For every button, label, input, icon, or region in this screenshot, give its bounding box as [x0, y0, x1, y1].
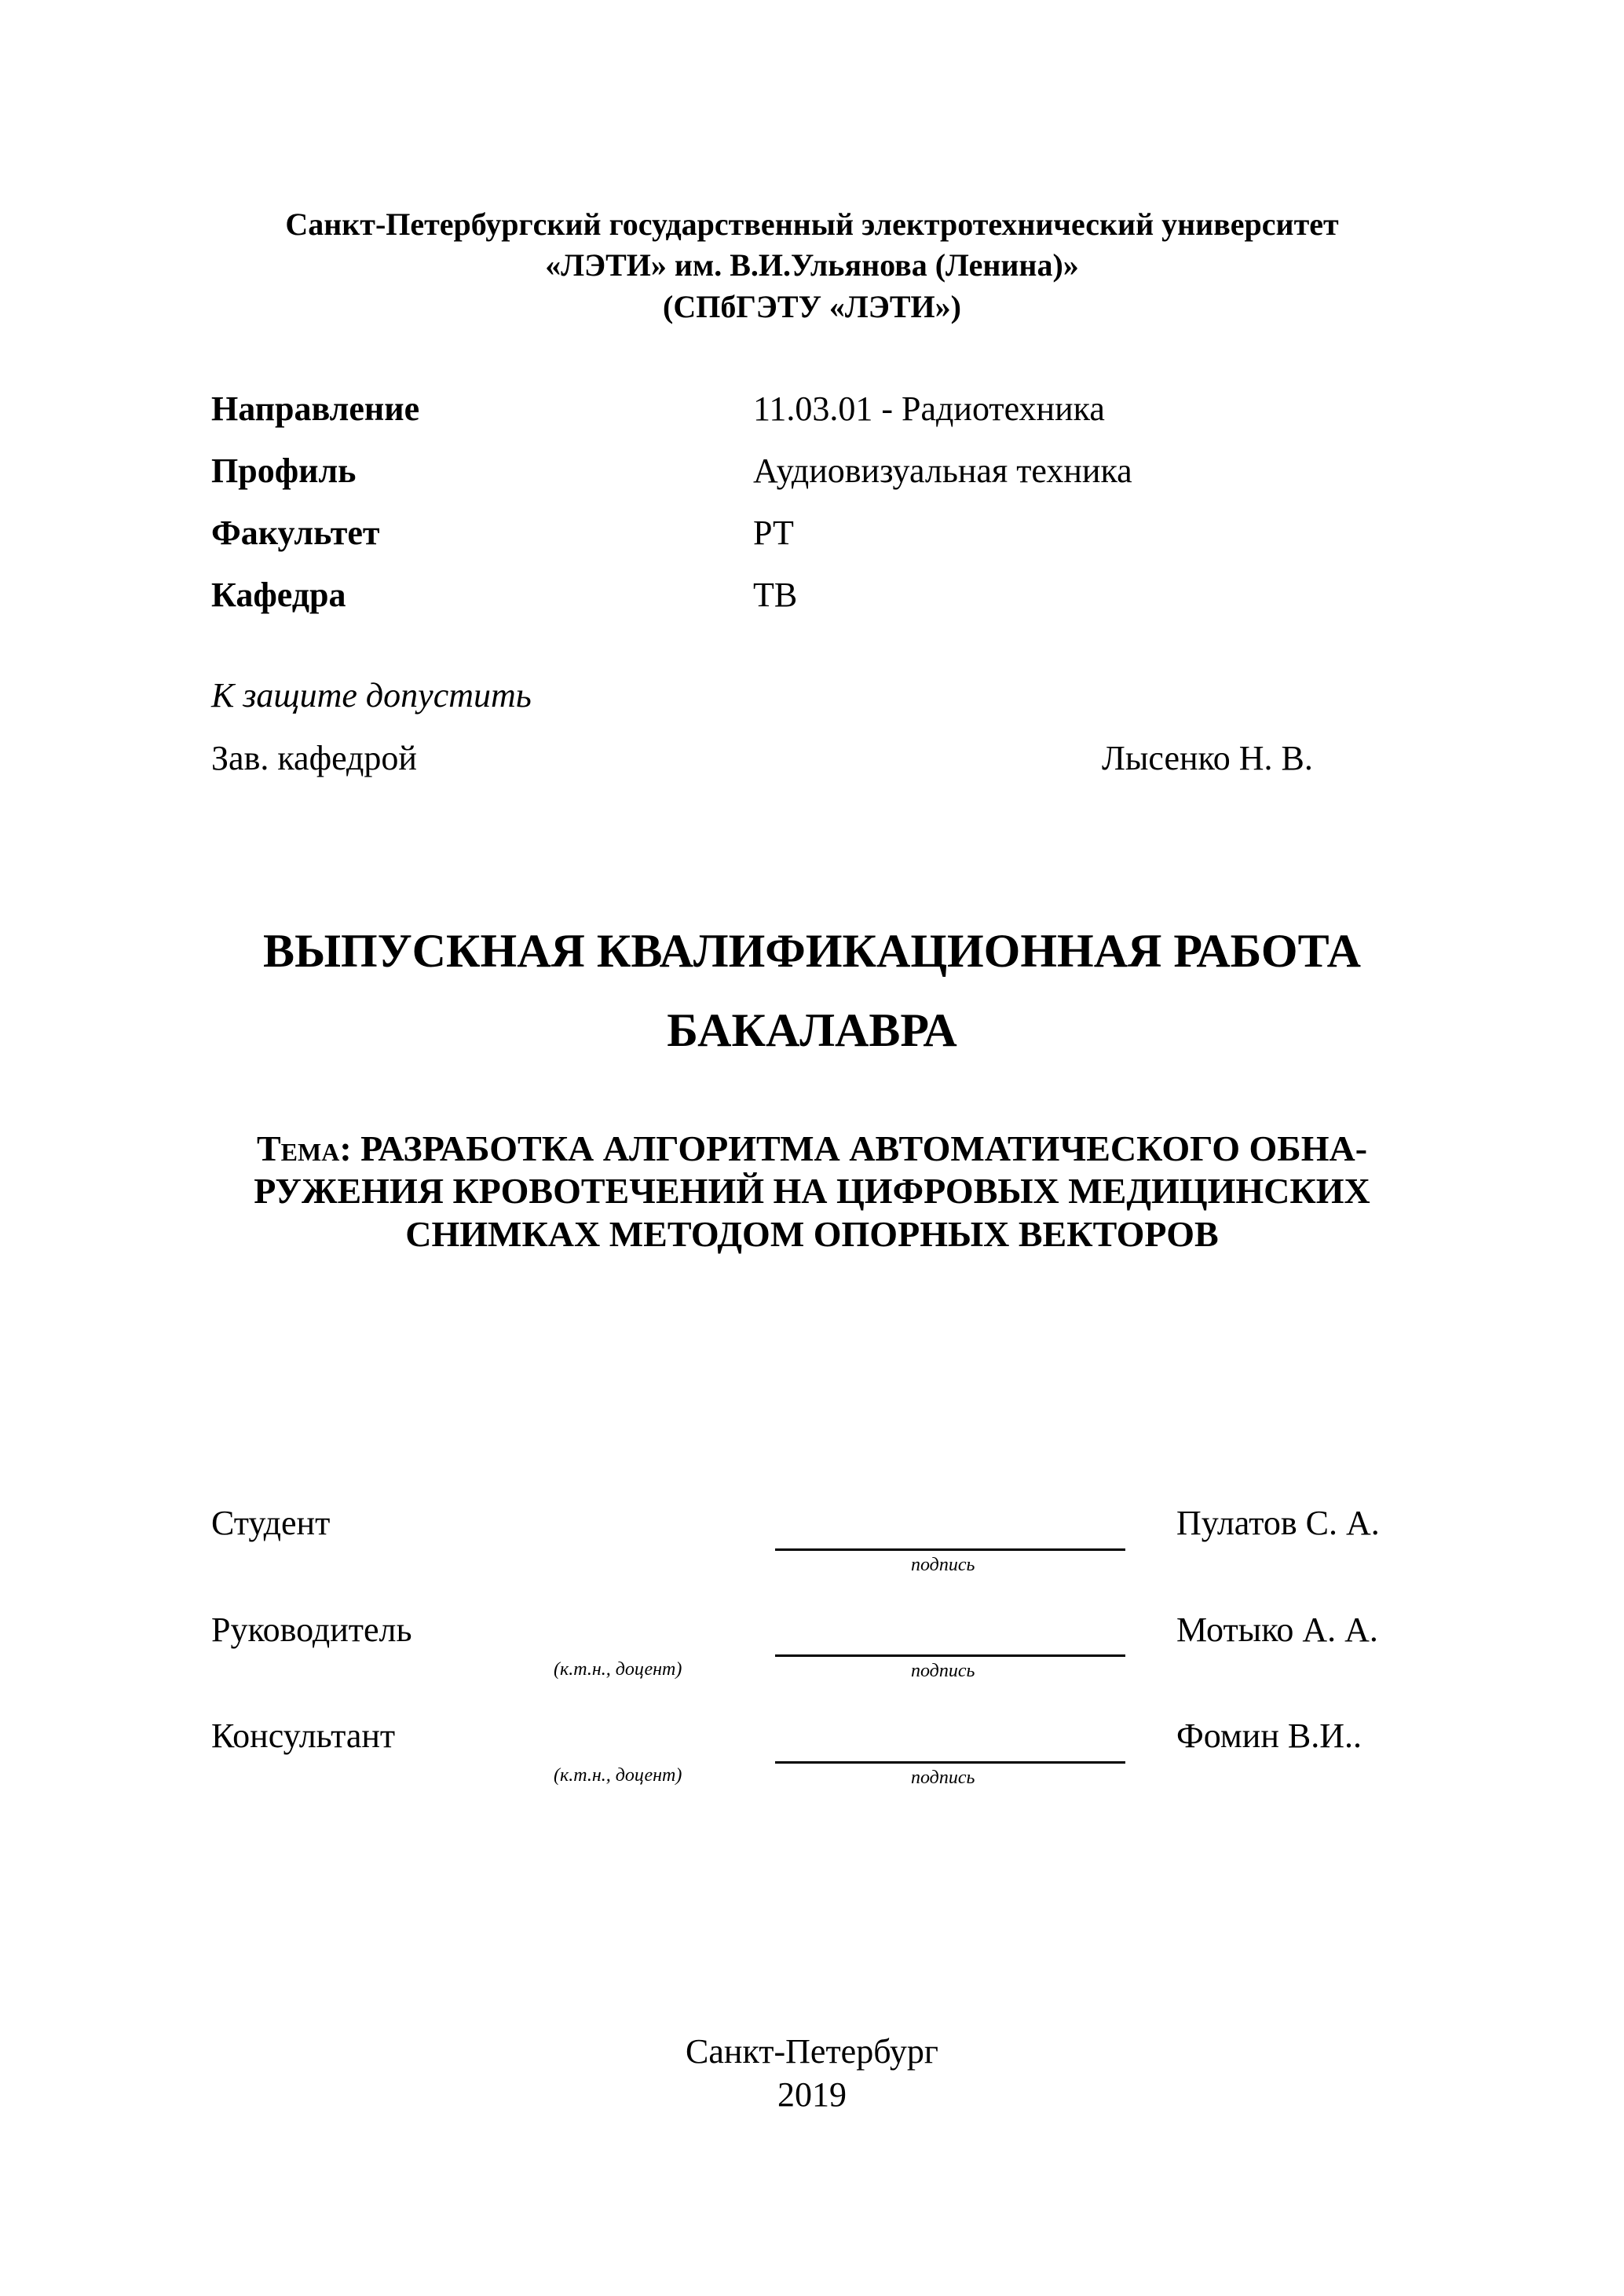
signature-line [775, 1654, 1125, 1657]
signature-line [775, 1548, 1125, 1551]
field-label-profile: Профиль [211, 452, 357, 490]
field-value-direction: 11.03.01 - Радиотехника [753, 389, 1105, 428]
signature-name-supervisor: Мотыко А. А. [1176, 1610, 1378, 1649]
signature-role-student: Студент [211, 1504, 331, 1542]
theme-line2: РУЖЕНИЯ КРОВОТЕЧЕНИЙ НА ЦИФРОВЫХ МЕДИЦИНСКИХ [254, 1171, 1370, 1211]
field-label-faculty: Факультет [211, 514, 380, 552]
theme-line3: СНИМКАХ МЕТОДОМ ОПОРНЫХ ВЕКТОРОВ [405, 1214, 1219, 1254]
admission-name: Лысенко Н. В. [1102, 739, 1313, 777]
signature-line [775, 1761, 1125, 1764]
footer-year: 2019 [777, 2075, 847, 2114]
signature-role-supervisor: Руководитель [211, 1610, 412, 1649]
university-name-line2: «ЛЭТИ» им. В.И.Ульянова (Ленина)» [545, 247, 1079, 283]
field-label-department: Кафедра [211, 576, 346, 614]
document-title: ВЫПУСКНАЯ КВАЛИФИКАЦИОННАЯ РАБОТА [263, 925, 1361, 977]
admission-note: К защите допустить [211, 676, 532, 715]
theme-line1 [0, 1128, 1624, 1168]
university-abbr: (СПбГЭТУ «ЛЭТИ») [663, 289, 961, 324]
footer-city: Санкт-Петербург [686, 2032, 938, 2071]
field-value-department: ТВ [753, 576, 798, 614]
signature-degree: (к.т.н., доцент) [554, 1659, 682, 1680]
signature-name-student: Пулатов С. А. [1176, 1504, 1380, 1542]
theme-text-1: : РАЗРАБОТКА АЛГОРИТМА АВТОМАТИЧЕСКОГО ОБНА- [339, 1128, 1368, 1168]
signature-caption: подпись [911, 1661, 975, 1681]
signature-caption: подпись [911, 1555, 975, 1575]
field-label-direction: Направление [211, 389, 420, 428]
document-title-line2: БАКАЛАВРА [667, 1004, 957, 1056]
signature-caption: подпись [911, 1768, 975, 1788]
signature-name-consultant: Фомин В.И.. [1176, 1717, 1362, 1755]
signature-role-consultant: Консультант [211, 1717, 396, 1755]
field-value-faculty: РТ [753, 514, 794, 552]
field-value-profile: Аудиовизуальная техника [753, 452, 1132, 490]
signature-degree: (к.т.н., доцент) [554, 1765, 682, 1786]
admission-role: Зав. кафедрой [211, 739, 417, 777]
university-name: Санкт-Петербургский государственный электротехнический университет [285, 207, 1339, 242]
theme-prefix: Тема [256, 1128, 340, 1168]
